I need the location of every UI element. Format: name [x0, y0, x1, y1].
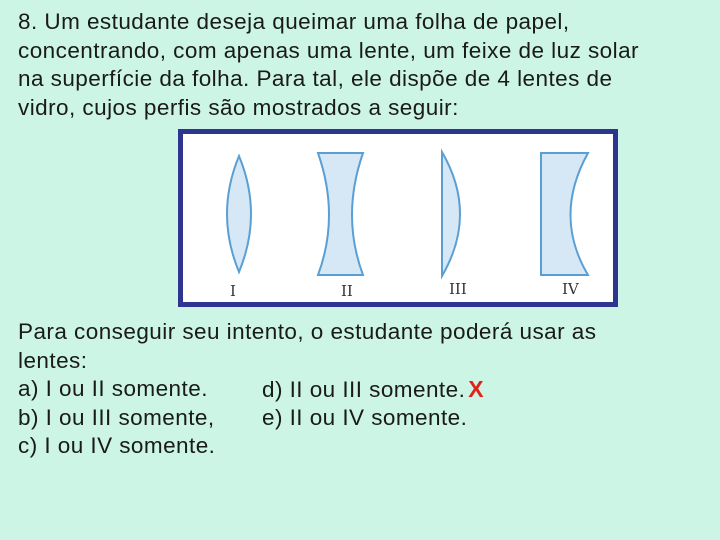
lens-label-i: I — [230, 282, 236, 300]
question-line: na superfície da folha. Para tal, ele dispõe de 4 lentes de — [18, 66, 613, 91]
option-e[interactable]: e) II ou IV somente. — [262, 404, 468, 430]
prompt-line: Para conseguir seu intento, o estudante poderá usar as — [18, 319, 597, 344]
option-b[interactable]: b) I ou III somente, — [18, 404, 215, 430]
prompt-text — [18, 318, 596, 375]
lens-label-iv: IV — [562, 280, 579, 298]
option-c[interactable]: c) I ou IV somente. — [18, 433, 216, 458]
lens-plano-concave — [541, 153, 588, 275]
lens-label-iii: III — [449, 280, 467, 298]
lens-label-ii: II — [341, 282, 353, 300]
lens-biconvex — [227, 156, 251, 272]
question-text — [18, 8, 708, 122]
lens-profiles-drawing — [183, 134, 613, 302]
question-line: concentrando, com apenas uma lente, um feixe de luz solar — [18, 37, 639, 63]
lens-profiles-figure — [178, 129, 618, 307]
option-d[interactable]: d) II ou III somente. — [262, 377, 466, 402]
lens-plano-convex — [442, 152, 460, 276]
option-d-wrapper[interactable] — [262, 375, 484, 405]
lens-biconcave — [318, 153, 363, 275]
question-line: vidro, cujos perfis são mostrados a seguir: — [18, 94, 459, 120]
option-a[interactable]: a) I ou II somente. — [18, 376, 208, 401]
prompt-line: lentes: — [18, 347, 88, 373]
wrong-answer-mark: X — [468, 376, 485, 402]
question-line: 8. Um estudante deseja queimar uma folha de papel, — [18, 9, 570, 34]
